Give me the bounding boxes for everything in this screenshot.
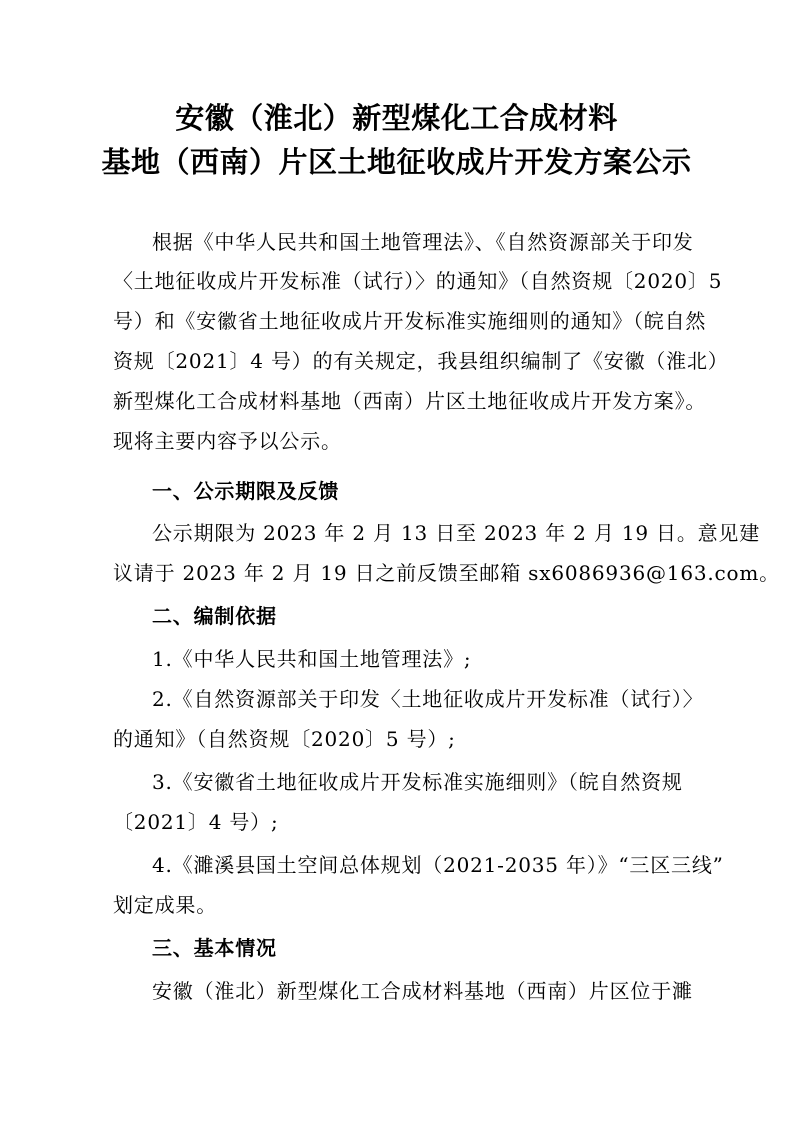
basis-item-2-line-1: 2.《自然资源部关于印发〈土地征收成片开发标准（试行）〉 <box>152 687 704 711</box>
intro-line-3: 号）和《安徽省土地征收成片开发标准实施细则的通知》（皖自然 <box>113 309 707 333</box>
intro-line-2: 〈土地征收成片开发标准（试行）〉的通知》（自然资规〔2020〕5 <box>113 269 723 293</box>
basis-item-3-line-2: 〔2021〕4 号）; <box>113 810 279 834</box>
basis-item-2-line-2: 的通知》（自然资规〔2020〕5 号）; <box>113 727 456 751</box>
title-line-2: 基地（西南）片区土地征收成片开发方案公示 <box>101 145 692 179</box>
section-2-heading: 二、编制依据 <box>152 604 277 628</box>
basis-item-1: 1.《中华人民共和国土地管理法》; <box>152 647 472 671</box>
section-1-heading: 一、公示期限及反馈 <box>152 479 340 503</box>
title-line-1: 安徽（淮北）新型煤化工合成材料 <box>175 101 618 135</box>
section-1-line-1: 公示期限为 2023 年 2 月 13 日至 2023 年 2 月 19 日。意见建 <box>152 521 761 545</box>
basis-item-3-line-1: 3.《安徽省土地征收成片开发标准实施细则》（皖自然资规 <box>152 770 683 794</box>
basis-item-4-line-2: 划定成果。 <box>113 893 217 917</box>
section-3-line-1: 安徽（淮北）新型煤化工合成材料基地（西南）片区位于濉 <box>152 979 693 1003</box>
intro-line-1: 根据《中华人民共和国土地管理法》、《自然资源部关于印发 <box>152 230 694 254</box>
basis-item-4-line-1: 4.《濉溪县国土空间总体规划（2021-2035 年）》“三区三线” <box>152 853 724 877</box>
intro-line-4: 资规〔2021〕4 号）的有关规定，我县组织编制了《安徽（淮北） <box>113 349 729 373</box>
intro-line-5: 新型煤化工合成材料基地（西南）片区土地征收成片开发方案》。 <box>113 389 707 413</box>
section-1-line-2: 议请于 2023 年 2 月 19 日之前反馈至邮箱 sx6086936@163.com。 <box>113 561 780 585</box>
intro-line-6: 现将主要内容予以公示。 <box>113 429 342 453</box>
section-3-heading: 三、基本情况 <box>152 936 277 960</box>
